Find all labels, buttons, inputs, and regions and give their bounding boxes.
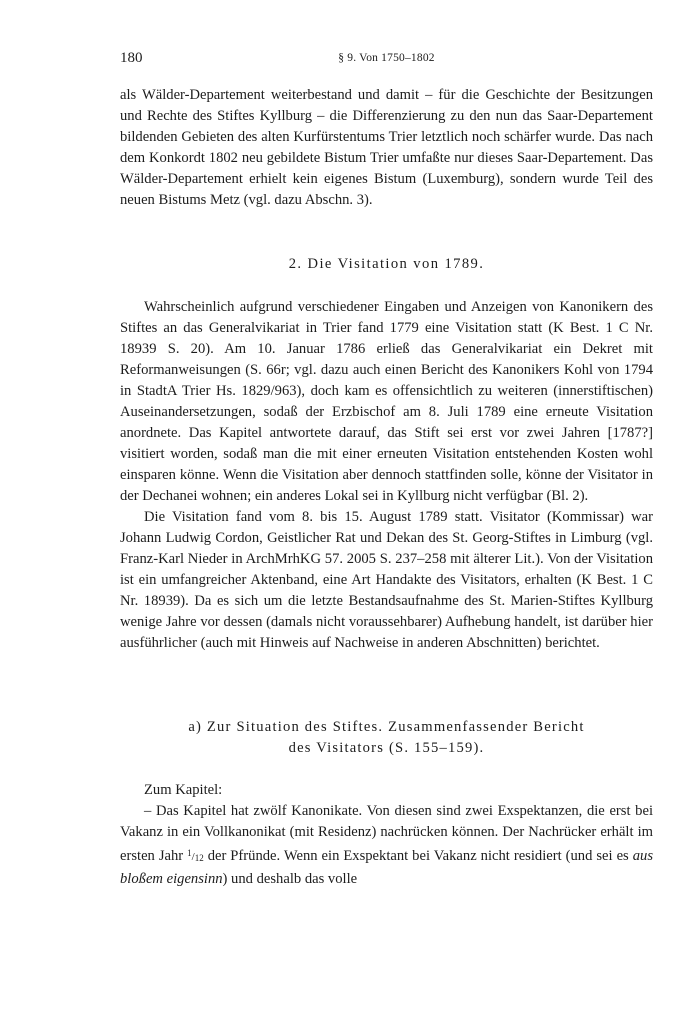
fraction-one-twelfth: $^1/_{12}$ bbox=[187, 848, 204, 863]
sub-heading-line-2: des Visitators (S. 155–159). bbox=[288, 740, 485, 756]
body-text bbox=[120, 85, 653, 890]
fraction-denominator: 12 bbox=[194, 853, 204, 863]
running-head: § 9. Von 1750–1802 bbox=[338, 52, 435, 64]
section-heading: 2. Die Visitation von 1789. bbox=[288, 256, 485, 272]
kapitel-label: Zum Kapitel: bbox=[144, 782, 223, 798]
spacer bbox=[120, 759, 653, 780]
page-header bbox=[120, 50, 653, 70]
spacer bbox=[120, 211, 653, 254]
page-number: 180 bbox=[120, 50, 143, 66]
quoted-phrase: aus bloßem eigensinn bbox=[120, 848, 653, 887]
paragraph-kapitel-text-b: der Pfründe. Wenn ein Exspektant bei Vakanz nicht residiert (und sei es bbox=[203, 848, 633, 864]
paragraph-kapitel-text-c: ) und deshalb das volle bbox=[222, 871, 358, 887]
paragraph-kapitel-text-a: – Das Kapitel hat zwölf Kanonikate. Von diesen sind zwei Exspektanzen, die erst bei Vakanz in ein Vollkanonikat (mit Residenz) nachrücken können. Der Nachrücker erhält im ersten Jahr bbox=[120, 803, 653, 864]
paragraph-visitation-details: Die Visitation fand vom 8. bis 15. August 1789 statt. Visitator (Kommissar) war Johann Ludwig Cordon, Geistlicher Rat und Dekan des St. Georg-Stiftes in Limburg (vgl. Franz-Karl Nieder in ArchMrhKG 57. 2005 S. 237–258 mit älterer Lit.). Von der Visitation ist ein umfangreicher Aktenband, eine Art Handakte des Visitators, erhalten (K Best. 1 C Nr. 18939). Da es sich um die letzte Bestandsaufnahme des St. Marien-Stiftes Kyllburg wenige Jahre vor dessen (damals nicht voraussehbarer) Aufhebung handelt, ist darüber hier ausführlicher (auch mit Hinweis auf Nachweise in anderen Abschnitten) berichtet. bbox=[120, 509, 653, 651]
paragraph-kapitel bbox=[120, 801, 653, 890]
intro-paragraph: als Wälder-Departement weiterbestand und damit – für die Geschichte der Besitzungen und Rechte des Stiftes Kyllburg – die Differenzierung zu den nun das Saar-Departement bildenden Gebieten des alten Kurfürstentums Trier letztlich noch schärfer wurde. Das nach dem Konkordt 1802 neu gebildete Bistum Trier umfaßte nur dieses Saar-Departement. Das Wälder-Departement erhielt kein eigenes Bistum (Luxemburg), sondern wurde Teil des neuen Bistums Metz (vgl. dazu Abschn. 3). bbox=[120, 87, 653, 208]
spacer bbox=[120, 654, 653, 717]
sub-heading-line-1: a) Zur Situation des Stiftes. Zusammenfassender Bericht bbox=[188, 719, 585, 735]
spacer bbox=[120, 275, 653, 297]
fraction-numerator: 1 bbox=[187, 848, 192, 858]
paragraph-visitation-background: Wahrscheinlich aufgrund verschiedener Eingaben und Anzeigen von Kanonikern des Stiftes an das Generalvikariat in Trier fand 1779 eine Visitation statt (K Best. 1 C Nr. 18939 S. 20). Am 10. Januar 1786 erließ das Generalvikariat ein Dekret mit Reformanweisungen (S. 66r; vgl. dazu auch einen Bericht des Kanonikers Kohl von 1794 in StadtA Trier Hs. 1829/963), doch kam es offensichtlich zu weiteren (innerstiftischen) Auseinandersetzungen, sodaß der Erzbischof am 8. Juli 1789 eine erneute Visitation anordnete. Das Kapitel antwortete darauf, das Stift sei erst vor zwei Jahren [1787?] visitiert worden, sodaß man die mit einer erneuten Visitation entstehenden Kosten wohl einsparen könne. Wenn die Visitation aber dennoch stattfinden solle, könne der Visitator in der Dechanei wohnen; ein anderes Lokal sei in Kyllburg nicht verfügbar (Bl. 2). bbox=[120, 299, 653, 504]
